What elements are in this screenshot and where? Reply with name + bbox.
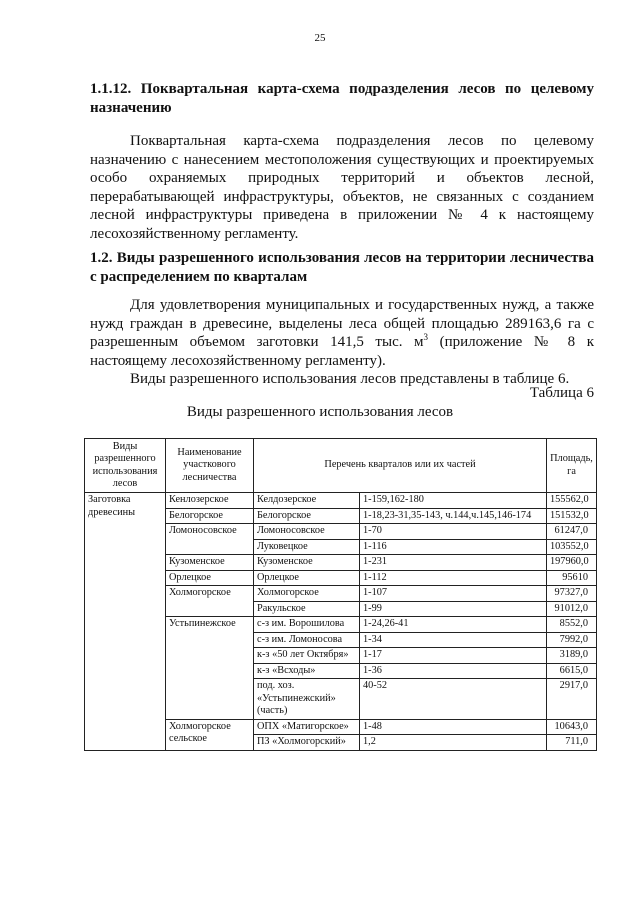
quarters-cell: 1-24,26-41 [360, 617, 547, 633]
quarters-cell: 1-231 [360, 555, 547, 571]
name-cell: с-з им. Ворошилова [254, 617, 360, 633]
unit-superscript: 3 [423, 332, 429, 342]
name-cell: к-з «50 лет Октября» [254, 648, 360, 664]
district-cell: Кузоменское [166, 555, 254, 571]
name-cell: ПЗ «Холмогорский» [254, 735, 360, 751]
area-cell: 91012,0 [547, 601, 597, 617]
area-cell: 7992,0 [547, 632, 597, 648]
section-paragraph-1-1-12: Поквартальная карта-схема подразделения лесов по целевому назначению с нанесением местоположения существующих и проектируемых особо охраняемых природных территорий и объектов лесной, перерабатывающей инфраструктуры, объектов, не связанных с созданием лесной инфраструктуры приведена в приложении № 4 к настоящему лесохозяйственному регламенту. [90, 133, 594, 242]
table-reference-paragraph: Виды разрешенного использования лесов представлены в таблице 6. [130, 371, 570, 387]
section-heading-1-1-12: 1.1.12. Поквартальная карта-схема подразделения лесов по целевому назначению [90, 81, 594, 116]
name-cell: с-з им. Ломоносова [254, 632, 360, 648]
section-paragraph-1-2 [90, 296, 594, 370]
district-cell: Орлецкое [166, 570, 254, 586]
name-cell: Кузоменское [254, 555, 360, 571]
name-cell: ОПХ «Матигорское» [254, 719, 360, 735]
area-cell: 2917,0 [547, 679, 597, 720]
quarters-cell: 40-52 [360, 679, 547, 720]
area-cell: 61247,0 [547, 524, 597, 540]
name-cell: Луковецкое [254, 539, 360, 555]
quarters-cell: 1-36 [360, 663, 547, 679]
district-cell: Холмогорское сельское [166, 719, 254, 750]
area-cell: 711,0 [547, 735, 597, 751]
area-cell: 155562,0 [547, 493, 597, 509]
table-row [85, 493, 597, 509]
quarters-cell: 1-18,23-31,35-143, ч.144,ч.145,146-174 [360, 508, 547, 524]
paragraph-text-b: (приложение № 8 к настоящему лесохозяйственному регламенту). [90, 334, 594, 369]
section-heading-1-2: 1.2. Виды разрешенного использования лесов на территории лесничества с распределением по кварталам [90, 250, 594, 285]
page-number: 25 [314, 32, 326, 44]
name-cell: Ломоносовское [254, 524, 360, 540]
quarters-cell: 1-34 [360, 632, 547, 648]
header-district: Наименование участкового лесничества [166, 439, 254, 493]
quarters-cell: 1-159,162-180 [360, 493, 547, 509]
usage-table [84, 438, 597, 751]
quarters-cell: 1,2 [360, 735, 547, 751]
area-cell: 3189,0 [547, 648, 597, 664]
district-cell: Ломоносовское [166, 524, 254, 555]
name-cell: Белогорское [254, 508, 360, 524]
name-cell: Ракульское [254, 601, 360, 617]
paragraph-text-a: Для удовлетворения муниципальных и государственных нужд, а также нужд граждан в древесине, выделены леса общей площадью 289163,6 га с разрешенным объемом заготовки 141,5 тыс. м [90, 297, 594, 350]
name-cell: к-з «Всходы» [254, 663, 360, 679]
district-cell: Холмогорское [166, 586, 254, 617]
area-cell: 95610 [547, 570, 597, 586]
header-area: Площадь, га [547, 439, 597, 493]
quarters-cell: 1-107 [360, 586, 547, 602]
name-cell: под. хоз. «Устьпинежский» (часть) [254, 679, 360, 720]
area-cell: 197960,0 [547, 555, 597, 571]
table-header-row [85, 439, 597, 493]
district-cell: Белогорское [166, 508, 254, 524]
header-usage-type: Виды разрешенного использования лесов [85, 439, 166, 493]
header-quarters: Перечень кварталов или их частей [254, 439, 547, 493]
table-title: Виды разрешенного использования лесов [186, 404, 454, 420]
area-cell: 10643,0 [547, 719, 597, 735]
name-cell: Келдозерское [254, 493, 360, 509]
area-cell: 97327,0 [547, 586, 597, 602]
area-cell: 8552,0 [547, 617, 597, 633]
quarters-cell: 1-70 [360, 524, 547, 540]
usage-type-cell: Заготовка древесины [85, 493, 166, 751]
quarters-cell: 1-48 [360, 719, 547, 735]
district-cell: Кенлозерское [166, 493, 254, 509]
quarters-cell: 1-99 [360, 601, 547, 617]
quarters-cell: 1-17 [360, 648, 547, 664]
area-cell: 103552,0 [547, 539, 597, 555]
area-cell: 151532,0 [547, 508, 597, 524]
name-cell: Орлецкое [254, 570, 360, 586]
name-cell: Холмогорское [254, 586, 360, 602]
table-body [85, 493, 597, 751]
district-cell: Устьпинежское [166, 617, 254, 720]
area-cell: 6615,0 [547, 663, 597, 679]
quarters-cell: 1-112 [360, 570, 547, 586]
quarters-cell: 1-116 [360, 539, 547, 555]
table-label: Таблица 6 [529, 385, 594, 401]
